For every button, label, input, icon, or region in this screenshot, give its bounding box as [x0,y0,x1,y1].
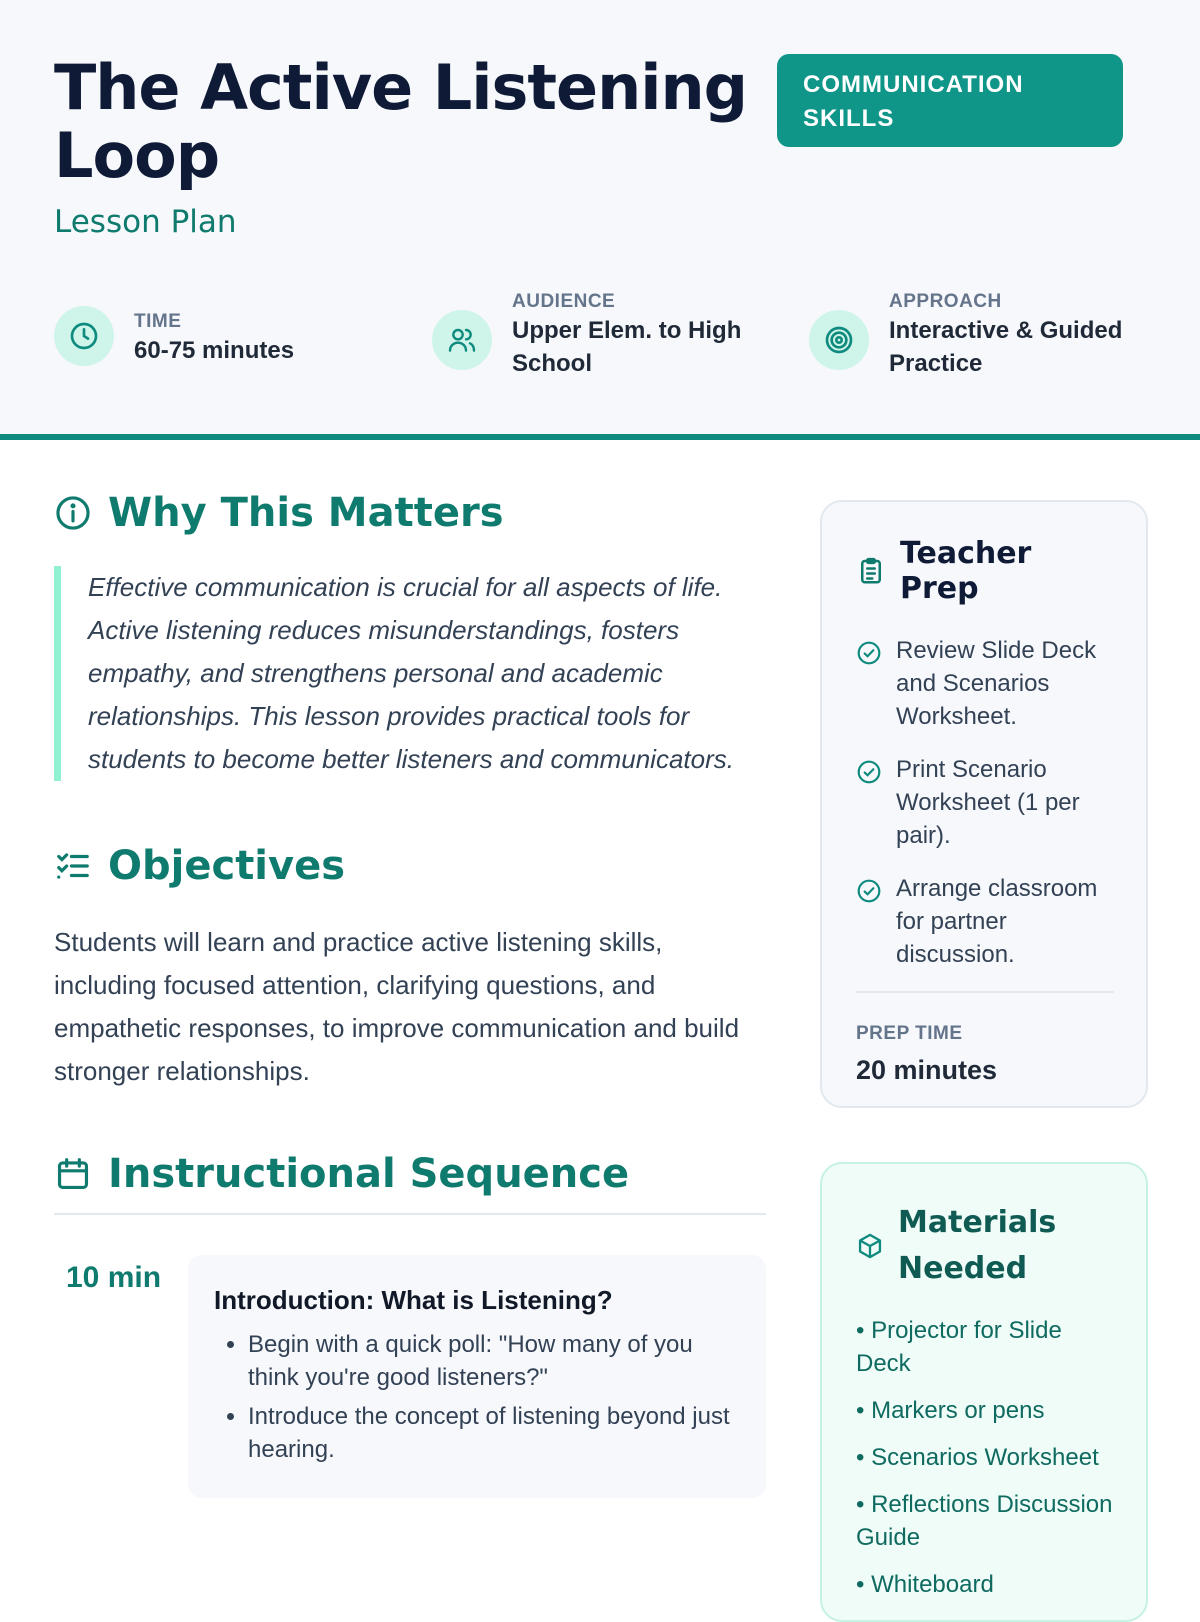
section-heading-objectives [54,843,766,889]
prep-item [856,634,1114,733]
step-bullets [214,1328,740,1466]
material-item: • Whiteboard [856,1571,994,1598]
meta-label: APPROACH [889,291,1002,312]
section-title: Instructional Sequence [108,1151,630,1197]
target-icon [809,310,869,370]
meta-label: TIME [134,311,182,332]
box-icon [856,1232,884,1260]
section-heading-why [54,490,766,536]
page-title: The Active Listening Loop [54,51,747,192]
material-item: • Scenarios Worksheet [856,1444,1099,1471]
lesson-header [0,0,1200,440]
prep-list [856,634,1114,971]
materials-card [820,1162,1148,1622]
checklist-icon [54,847,92,885]
meta-audience [432,290,762,380]
meta-value: 60-75 minutes [134,337,295,364]
prep-item-text: Print Scenario Worksheet (1 per pair). [896,756,1080,849]
meta-value: Upper Elem. to High School [512,317,742,377]
material-item: • Reflections Discussion Guide [856,1491,1113,1551]
calendar-icon [54,1155,92,1193]
info-icon [54,494,92,532]
category-badge: COMMUNICATION SKILLS [777,54,1123,147]
why-quote: Effective communication is crucial for all aspects of life. Active listening reduces misunderstandings, fosters empathy, and strengthens personal and academic relationships. This lesson provides practical tools for students to become better listeners and communicators. [54,566,766,781]
clipboard-icon [856,556,886,586]
prep-item [856,753,1114,852]
card-title: Teacher Prep [900,536,1032,606]
section-title: Why This Matters [108,490,504,536]
meta-value: Interactive & Guided Practice [889,317,1123,377]
main-column [54,490,766,1498]
divider [856,991,1114,993]
step-bullet: • Introduce the concept of listening beyond just hearing. [248,1400,740,1466]
card-title: Materials Needed [898,1205,1057,1286]
check-circle-icon [856,878,882,904]
meta-approach [809,290,1139,380]
prep-time-label: PREP TIME [856,1023,963,1044]
clock-icon [54,306,114,366]
section-heading-sequence [54,1151,766,1215]
step-card [188,1255,766,1498]
step-duration: 10 min [66,1261,162,1294]
meta-label: AUDIENCE [512,291,616,312]
section-title: Objectives [108,843,346,889]
prep-item-text: Review Slide Deck and Scenarios Worksheet. [896,637,1097,730]
meta-time [54,310,294,367]
page-subtitle: Lesson Plan [54,204,237,240]
step-title: Introduction: What is Listening? [214,1285,613,1315]
prep-item [856,872,1114,971]
material-item: • Markers or pens [856,1397,1045,1424]
material-item: • Projector for Slide Deck [856,1317,1062,1377]
objectives-text: Students will learn and practice active listening skills, including focused attention, clarifying questions, and empathetic responses, to improve communication and build stronger relationships. [54,927,740,1086]
card-heading [856,536,1114,606]
materials-list [856,1314,1114,1601]
teacher-prep-card [820,500,1148,1108]
prep-time-value: 20 minutes [856,1055,998,1085]
users-icon [432,310,492,370]
lesson-meta [54,290,1154,400]
card-heading [856,1200,1114,1292]
step-bullet: • Begin with a quick poll: "How many of you think you're good listeners?" [248,1328,740,1394]
prep-item-text: Arrange classroom for partner discussion. [896,875,1098,968]
check-circle-icon [856,759,882,785]
sequence-step [54,1255,766,1498]
check-circle-icon [856,640,882,666]
